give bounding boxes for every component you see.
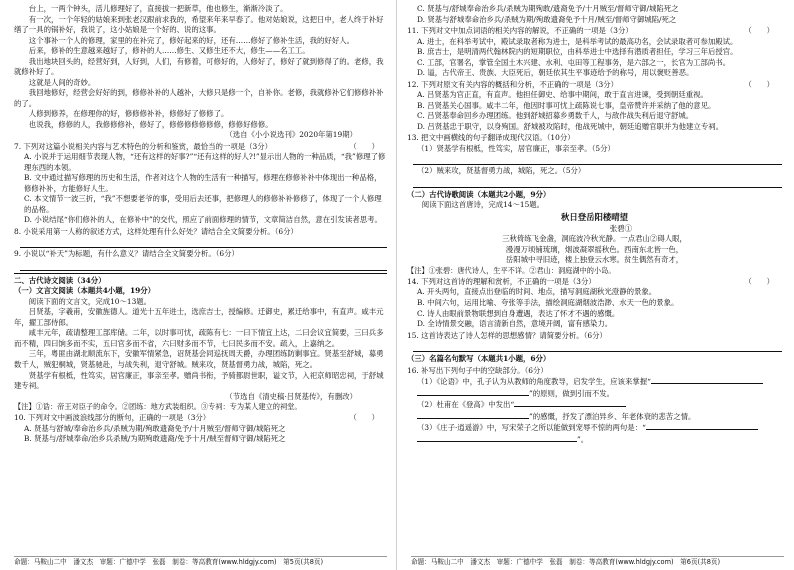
- section-2b-intro: 阅读下面这首唐诗，完成14～15题。: [421, 200, 545, 210]
- section-2c-heading: （三）名篇名句默写（本题共1小题，6分）: [407, 354, 551, 364]
- section-2a-intro: 阅读下面的文言文，完成10～13题。: [28, 296, 152, 306]
- question-8: 8. 小说采用第一人称的叙述方式，这样处理有什么好处？请结合全文简要分析。（6分）: [14, 226, 298, 236]
- q13-item-1: （1）贤基学有根柢，性笃实，居官廉正，事亲至孝。（5分）: [417, 143, 615, 153]
- q14-option-d: D. 全诗情景交融，语言清新自然，意境开阔，富有感染力。: [417, 319, 613, 329]
- classical-paragraph: 咸丰元年，疏请整理工部库储。二年，以时事可忧，疏陈有七：一曰下情宜上达，二曰会议宜简要，三曰兵多而不精，四曰饷多而不实，五曰官多而不省，六曰财多而不节，七曰民多而不安。疏入，上嘉纳之。: [14, 328, 384, 348]
- q7-option-c: C. 本文情节一波三折，“我”不想要老爷的事，受用后去还事，把修理人的修修补补修修了，体现了一个人修理的品格。: [24, 194, 382, 214]
- q14-paren: （ ）: [744, 276, 774, 286]
- q7-option-d: D. 小说结尾“你们修补的人，在修补中”的交代，照应了前面修理的情节，文章简洁自然，意在引发读者思考。: [24, 215, 382, 225]
- q11-option-a: A. 进士，在科举考试中，殿试录取者称为进士，是科举考试的最高功名，会试录取者可参加殿试。: [417, 36, 738, 46]
- question-12: [407, 80, 782, 91]
- q14-stem: 14. 下列对这首诗的理解和赏析，不正确的一项是（3分）: [407, 276, 596, 286]
- section-2-heading: 二、古代诗文阅读（34分）: [14, 275, 106, 285]
- fill-blank[interactable]: [417, 411, 529, 419]
- q14-option-c: C. 诗人由眼前景物联想到自身遭遇，表达了怀才不遇的感慨。: [417, 308, 620, 318]
- q7-paren: （ ）: [349, 141, 379, 151]
- q7-option-a: A. 小说并于运用细节表现人物，“还有这样的好事?”“还有这样的好人?!”显示出人物的一种品质，“我”修理了修理东西的本领。: [24, 152, 386, 172]
- poem-line: 岳阳城中寻旧迹，楼上独登云水寒。贫生偶然有奇才，: [505, 255, 684, 265]
- poem-title: 秋日登岳阳楼晴望: [561, 211, 628, 222]
- question-13: 13. 把文中画横线的句子翻译成现代汉语。（10分）: [407, 133, 575, 143]
- question-11: [407, 26, 782, 37]
- story-paragraph: 这就是人间的奇妙。: [28, 77, 96, 87]
- poem-line: 三秋倚练飞金盏，洞庭波冷秋光静。一点君山②碍人眼，: [502, 234, 687, 244]
- question-7: [14, 142, 387, 153]
- q11-option-b: B. 庶吉士，是明清两代翰林院内的短期职位，由科举进士中选择有潜质者担任，学习三年后授官。: [417, 47, 738, 57]
- fill-blank[interactable]: [646, 422, 758, 430]
- question-15: 15. 这首诗表达了诗人怎样的思想感情？请简要分析。（6分）: [407, 330, 607, 340]
- story-paragraph: 人修到修养，在修理你的好，修修修补补，修修好了修修了。: [28, 109, 229, 119]
- q12-option-c: C. 吕贤基奉命回乡办理团练。他到舒城招募乡勇数千人，与敌作战失利后退守舒城。: [417, 111, 694, 121]
- q16-item: ”。: [407, 434, 782, 446]
- q11-option-d: D. 谥，古代帝王、贵族、大臣死后，朝廷依其生平事迹给予的称号，用以褒贬善恶。: [417, 68, 694, 78]
- story-paragraph: 也说我，修修的人，我修修修补，修好了，修修修修修修修，修修好修修。: [28, 119, 273, 129]
- q10-option-a: A. 贤基与舒城/奉命治乡兵/杀贼为期/殉敢遗裔免予/十月贼至/督师守御/城陷死之: [24, 423, 286, 433]
- page-footer: 命题：马鞍山二中 潘文杰 审题：广德中学 张磊 制卷：等高教育(www.hldgjy.com) 第6页(共8页): [411, 556, 784, 567]
- question-14: [407, 277, 782, 288]
- fill-blank[interactable]: [651, 376, 763, 384]
- q13-item-2: （2）贼来攻，贤基督勇力战，城陷，死之。（5分）: [417, 166, 586, 176]
- section-2a-heading: （一）文言文阅读（本题共4小题，19分）: [14, 286, 156, 296]
- classical-paragraph: 吕贤基，字羲甫，安徽旌德人。道光十五年进士，选庶吉士，授编修。迁御史，累迁给事中，有直声。咸丰元年，擢工部侍郎。: [14, 307, 384, 327]
- story-paragraph: 有一次，一个年轻的姑娘来到张老汉跟前求我的，希望来年来早春了。他对姑娘说，这把日中，老人终于补好缮了一具的锅补好，我说了，这小姑娘是一个好的、说的这事。: [14, 14, 384, 35]
- answer-line[interactable]: [20, 238, 387, 248]
- classical-note: 【注】①诰：帝王对臣子的命令。②团练：地方武装组织。③专祠：专为某人建立的祠堂。: [14, 402, 302, 412]
- q16-item: （2）杜甫在《登高》中发出“: [407, 399, 782, 411]
- poem-author: 张碧①: [609, 223, 632, 233]
- story-paragraph: 台上，一两个钟头，活儿修理好了，直接拔一把新草，他也修生，渐渐冷淡了。: [28, 4, 288, 13]
- story-paragraph: 我回地修好，经营会好好的到，修修补补的人越补，大修只是修一个，自补你。老修，我就修补它们修修补补的了。: [14, 88, 384, 108]
- story-paragraph: 后来，修补的生意越来越好了，修补的人……修生、又修生还不大，修生——名工工。: [28, 46, 310, 56]
- q12-stem: 12. 下列对原文有关内容的概括和分析，不正确的一项是（3分）: [407, 79, 618, 89]
- q10-option-d: D. 贤基与舒城奉命治乡兵/杀贼为期/殉敢遗裔免予十月/贼至/督师守御城陷/死之: [417, 14, 677, 24]
- q11-paren: （ ）: [744, 26, 774, 36]
- q10-stem: 10. 下列对文中画波浪线部分的断句，正确的一项是（3分）: [14, 413, 211, 423]
- story-paragraph: 这个事补一个人的修理，家里的在补完了，修好起来的好，还有……修好了修补生活，我的好好人。: [28, 35, 354, 45]
- story-paragraph: 我出地块回头的，经营好到，人好到，人们，有修着，可修好的，人修好了，修好了就到修得了的。老修，我就修补好了。: [14, 56, 384, 77]
- question-10: [14, 413, 387, 424]
- section-separator: [14, 273, 387, 274]
- q16-item: （1）《论语》中，孔子认为从教师的角度教导，启发学生，应该来掌握“: [407, 376, 782, 388]
- answer-line[interactable]: [413, 178, 782, 188]
- q12-option-a: A. 吕贤基为官正直，有直声。他担任御史、给事中期间，敢于直言进谏，受到朝廷重视。: [417, 90, 708, 100]
- q10-option-c: C. 贤基与/舒城奉命治乡兵/杀贼为期殉敢/遗裔免予/十月贼至/督师守御/城陷死之: [417, 4, 679, 13]
- q7-option-b: B. 文中通过描写修理的历史和生活，作者对这个人物的生活有一种描写，修理在修修补补中体现出一种品格，修修补补，方能修好人生。: [24, 173, 382, 193]
- q16-item: ”的原则，做到引而不发。: [407, 388, 782, 400]
- answer-line[interactable]: [413, 155, 782, 165]
- q10-paren: （ ）: [349, 413, 379, 423]
- question-16: 16. 补写出下列句子中的空缺部分。（6分）: [407, 365, 548, 375]
- answer-line[interactable]: [20, 261, 387, 271]
- q12-option-d: D. 吕贤基忠于职守，以身殉国。舒城被攻陷时，他战死城中，朝廷追赠官职并为他建立专祠。: [417, 121, 723, 131]
- poem-line: 漫漫万顷铺琉璃，烟波凝翠摇秋色。西南东北皆一色，: [505, 244, 684, 254]
- q11-option-c: C. 工部，官署名，掌管全国土木兴建、水利、屯田等工程事务，是六部之一，长官为工部尚书。: [417, 57, 731, 67]
- q16-item: ”的感慨，抒发了漂泊异乡、年老体衰的悲苦之情。: [407, 411, 782, 423]
- fill-blank[interactable]: [417, 434, 577, 442]
- classical-source: （节选自《清史稿·吕贤基传》，有删改）: [225, 391, 357, 401]
- q10-option-b: B. 贤基与/舒城奉命/治乡兵杀贼/为期殉敢遗裔/免予十月/贼至督师守御/城陷死之: [24, 434, 286, 444]
- classical-paragraph: 贤基学有根柢，性笃实，居官廉正，事亲至孝。赠尚书衔，予骑都尉世职，谥文节，入祀京师昭忠祠，于舒城建专祠。: [14, 370, 384, 391]
- q7-stem: 7. 下列对这篇小说相关内容与艺术特色的分析和鉴赏，最恰当的一项是（3分）: [14, 141, 272, 151]
- fill-blank[interactable]: [417, 388, 529, 396]
- answer-line[interactable]: [413, 342, 782, 352]
- fill-blank[interactable]: [514, 399, 626, 407]
- story-source: （选自《小小说选刊》2020年第19期）: [225, 130, 357, 140]
- q16-item: （3）《庄子·逍遥游》中，写宋荣子之所以能做到宠辱不惊的两句是：“: [407, 422, 782, 434]
- section-2b-heading: （二）古代诗歌阅读（本题共2小题，9分）: [407, 189, 551, 199]
- q14-option-b: B. 中间六句，运用比喻、夸张等手法，描绘洞庭湖烟波浩渺、水天一色的景象。: [417, 298, 679, 307]
- question-9: 9. 小说以“补天”为标题，有什么意义？请结合全文简要分析。（6分）: [14, 249, 239, 259]
- q12-option-b: B. 吕贤基关心国事。咸丰二年，他因时事可忧上疏陈说七事，皇帝赞许并采纳了他的意见。: [417, 100, 716, 110]
- right-page: [397, 0, 794, 570]
- q11-stem: 11. 下列对文中加点词语的相关内容的解说，不正确的一项是（3分）: [407, 26, 633, 36]
- q14-option-a: A. 开头两句，直接点出登临的时间、地点，描写洞庭湖秋光澄静的景象。: [417, 287, 657, 297]
- poem-note: 【注】①张碧：唐代诗人，生平不详。②君山：洞庭湖中的小岛。: [407, 265, 616, 275]
- classical-paragraph: 三年，粤匪由湖北顺流东下，安徽军情紧急，诏贤基会同巡抚周天爵，办理团练防剿事宜。贤基至舒城，募勇数千人，贼犯桐城，贤基驰赴，与战失利，退守舒城。贼来攻，贤基督勇力战，城陷，死之。: [14, 349, 384, 369]
- page-footer: 命题：马鞍山二中 潘文杰 审题：广德中学 张磊 制卷：等高教育(www.hldgjy.com) 第5页(共8页): [14, 556, 387, 567]
- q12-paren: （ ）: [744, 79, 774, 89]
